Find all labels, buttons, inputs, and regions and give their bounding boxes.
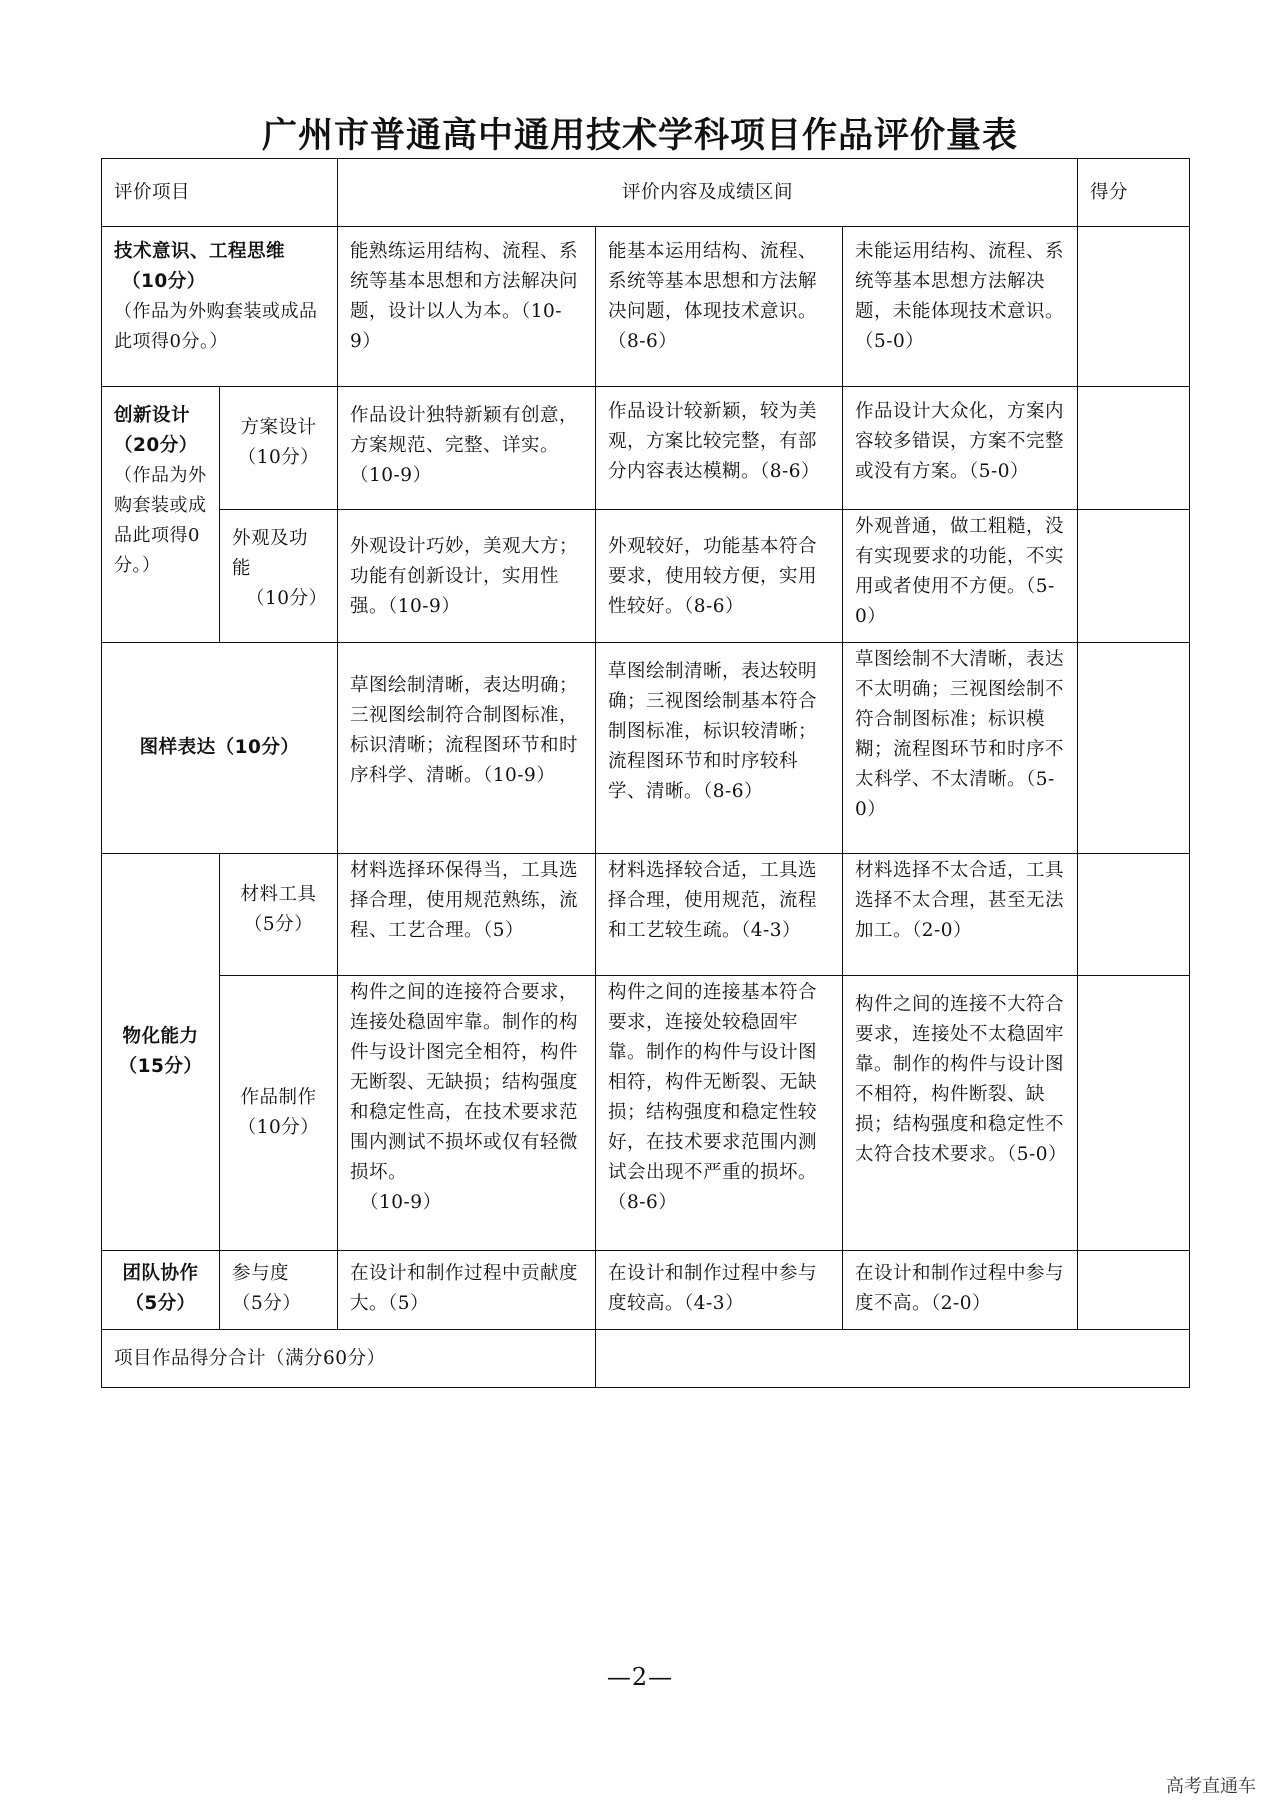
category-points: （10分） [122, 271, 206, 292]
level-low: 外观普通，做工粗糙，没有实现要求的功能，不实用或者使用不方便。（5-0） [843, 510, 1078, 643]
level-high: 材料选择环保得当，工具选择合理，使用规范熟练，流程、工艺合理。（5） [338, 854, 596, 976]
category-tech-awareness [102, 227, 338, 387]
row-innovation-appearance [102, 510, 1190, 643]
total-label: 项目作品得分合计（满分60分） [102, 1330, 596, 1388]
subcategory-name: 方案设计 [240, 417, 317, 438]
level-mid: 草图绘制清晰，表达较明确；三视图绘制基本符合制图标准，标识较清晰；流程图环节和时序较科学、清晰。（8-6） [596, 643, 843, 854]
level-mid: 在设计和制作过程中参与度较高。（4-3） [596, 1251, 843, 1330]
subcategory-name: 材料工具 [240, 884, 317, 905]
subcategory-production [220, 976, 338, 1251]
level-range: （10-9） [360, 1192, 442, 1213]
category-making-ability [102, 854, 220, 1251]
watermark: 高考直通车 [1166, 1776, 1256, 1797]
score-cell[interactable] [1078, 976, 1190, 1251]
score-cell[interactable] [1078, 1251, 1190, 1330]
level-high: 外观设计巧妙，美观大方；功能有创新设计，实用性强。（10-9） [338, 510, 596, 643]
level-high: 草图绘制清晰，表达明确；三视图绘制符合制图标准，标识清晰；流程图环节和时序科学、清晰。（10-9） [338, 643, 596, 854]
subcategory-name: 参与度 [232, 1263, 290, 1284]
score-cell[interactable] [1078, 854, 1190, 976]
row-tech-awareness [102, 227, 1190, 387]
score-cell[interactable] [1078, 643, 1190, 854]
subcategory-points: （10分） [237, 447, 320, 468]
category-note: （作品为外购套装或成品此项得0分。） [114, 301, 318, 352]
level-high: 作品设计独特新颖有创意，方案规范、完整、详实。（10-9） [338, 387, 596, 510]
score-cell[interactable] [1078, 227, 1190, 387]
category-name: 创新设计 [114, 405, 191, 426]
level-text: 构件之间的连接符合要求，连接处稳固牢靠。制作的构件与设计图完全相符，构件无断裂、无缺损；结构强度和稳定性高，在技术要求范围内测试不损坏或仅有轻微损坏。 [350, 982, 579, 1183]
subcategory-points: （10分） [246, 588, 328, 609]
level-mid: 外观较好，功能基本符合要求，使用较方便，实用性较好。（8-6） [596, 510, 843, 643]
level-low: 作品设计大众化，方案内容较多错误，方案不完整或没有方案。（5-0） [843, 387, 1078, 510]
subcategory-name: 外观及功能 [232, 528, 309, 579]
level-low: 构件之间的连接不大符合要求，连接处不太稳固牢靠。制作的构件与设计图不相符，构件断裂、缺损；结构强度和稳定性不太符合技术要求。（5-0） [843, 976, 1078, 1251]
level-high [338, 976, 596, 1251]
header-content: 评价内容及成绩区间 [338, 159, 1078, 227]
row-making-production [102, 976, 1190, 1251]
page-number: —2— [606, 1663, 674, 1691]
subcategory-points: （5分） [243, 914, 314, 935]
level-mid [596, 976, 843, 1251]
level-mid: 作品设计较新颖，较为美观，方案比较完整，有部分内容表达模糊。（8-6） [596, 387, 843, 510]
table-header-row [102, 159, 1190, 227]
category-name: 技术意识、工程思维 [114, 241, 286, 262]
category-points: （15分） [118, 1056, 203, 1077]
category-name: 团队协作 [122, 1263, 199, 1284]
score-cell[interactable] [1078, 510, 1190, 643]
evaluation-table [101, 158, 1190, 1388]
row-team-work [102, 1251, 1190, 1330]
subcategory-plan-design [220, 387, 338, 510]
row-drawing-expression [102, 643, 1190, 854]
subcategory-materials-tools [220, 854, 338, 976]
category-innovation [102, 387, 220, 643]
category-name: 图样表达（10分） [139, 737, 300, 758]
level-text: 构件之间的连接基本符合要求，连接处较稳固牢靠。制作的构件与设计图相符，构件无断裂、无缺损；结构强度和稳定性较好，在技术要求范围内测试会出现不严重的损坏。 [608, 982, 818, 1183]
level-low: 材料选择不太合适，工具选择不太合理，甚至无法加工。（2-0） [843, 854, 1078, 976]
level-mid: 材料选择较合适，工具选择合理，使用规范，流程和工艺较生疏。（4-3） [596, 854, 843, 976]
row-making-materials [102, 854, 1190, 976]
subcategory-name: 作品制作 [240, 1087, 317, 1108]
category-note: （作品为外购套装或成品此项得0分。） [114, 465, 207, 576]
category-drawing-expression [102, 643, 338, 854]
category-team-work [102, 1251, 220, 1330]
level-low: 未能运用结构、流程、系统等基本思想方法解决题，未能体现技术意识。（5-0） [843, 227, 1078, 387]
header-score: 得分 [1078, 159, 1190, 227]
level-high: 在设计和制作过程中贡献度大。（5） [338, 1251, 596, 1330]
row-innovation-plan [102, 387, 1190, 510]
subcategory-appearance-function [220, 510, 338, 643]
document-title: 广州市普通高中通用技术学科项目作品评价量表 [261, 116, 1018, 156]
level-high: 能熟练运用结构、流程、系统等基本思想和方法解决问题，设计以人为本。（10-9） [338, 227, 596, 387]
level-low: 草图绘制不大清晰，表达不太明确；三视图绘制不符合制图标准；标识模糊；流程图环节和时序不太科学、不太清晰。（5-0） [843, 643, 1078, 854]
total-score-cell[interactable] [596, 1330, 1190, 1388]
level-mid: 能基本运用结构、流程、系统等基本思想和方法解决问题，体现技术意识。（8-6） [596, 227, 843, 387]
level-low: 在设计和制作过程中参与度不高。（2-0） [843, 1251, 1078, 1330]
category-points: （5分） [125, 1293, 196, 1314]
subcategory-points: （10分） [237, 1117, 320, 1138]
subcategory-participation [220, 1251, 338, 1330]
header-item: 评价项目 [102, 159, 338, 227]
category-name: 物化能力 [122, 1026, 199, 1047]
level-range: （8-6） [608, 1192, 678, 1213]
category-points: （20分） [114, 435, 198, 456]
subcategory-points: （5分） [232, 1293, 302, 1314]
score-cell[interactable] [1078, 387, 1190, 510]
row-total [102, 1330, 1190, 1388]
